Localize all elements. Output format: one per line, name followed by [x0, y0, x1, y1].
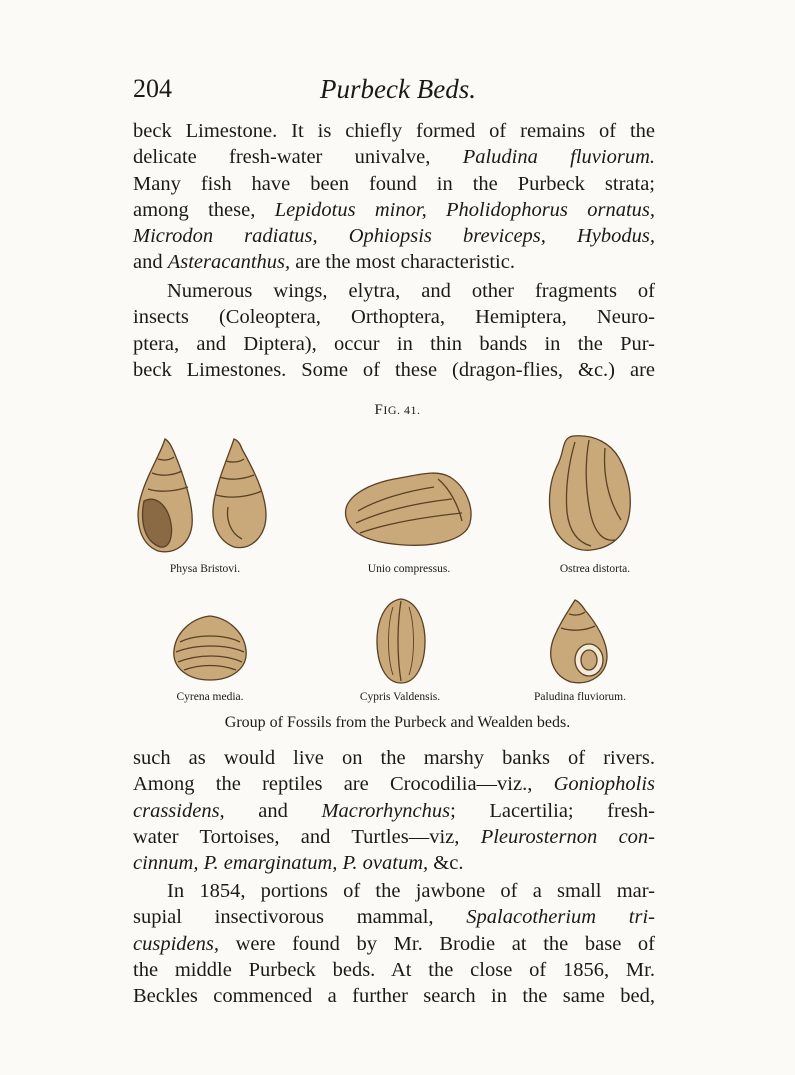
caption-cypris: Cypris Valdensis. [359, 691, 441, 703]
text-line: beck Limestones. Some of these (dragon-flies, &c.) are [133, 358, 655, 381]
paragraph-2 [133, 278, 655, 383]
text-line: ptera, and Diptera), occur in thin bands in the Pur- [133, 332, 655, 355]
caption-cyrena: Cyrena media. [176, 691, 244, 703]
page-header [133, 74, 663, 108]
text-line: crassidens, and Macrorhynchus; Lacertilia; fresh- [133, 799, 655, 822]
text-line: such as would live on the marshy banks of rivers. [133, 747, 655, 769]
page-number: 204 [133, 74, 172, 103]
text-line: cinnum, P. emarginatum, P. ovatum, &c. [133, 852, 464, 875]
text-line: water Tortoises, and Turtles—viz, Pleurosternon con- [133, 825, 655, 848]
text-line: insects (Coleoptera, Orthoptera, Hemiptera, Neuro- [133, 306, 655, 329]
paragraph-4 [133, 878, 655, 1009]
text-line: In 1854, portions of the jawbone of a small mar- [167, 880, 655, 902]
text-line: Among the reptiles are Crocodilia—viz., Goniopholis [133, 773, 655, 796]
paludina-shell-illustration [545, 596, 611, 686]
caption-ostrea: Ostrea distorta. [559, 563, 631, 575]
text-line: beck Limestone. It is chiefly formed of remains of the [133, 120, 655, 142]
paragraph-3 [133, 745, 655, 876]
text-line: Many fish have been found in the Purbeck strata; [133, 172, 655, 195]
figure-group-caption: Group of Fossils from the Purbeck and Wealden beds. [224, 714, 571, 731]
paragraph-1 [133, 118, 655, 276]
text-line: among these, Lepidotus minor, Pholidophorus ornatus, [133, 198, 655, 221]
caption-physa: Physa Bristovi. [169, 563, 241, 575]
text-line: Beckles commenced a further search in the same bed, [133, 985, 655, 1008]
caption-unio: Unio compressus. [367, 563, 451, 575]
caption-paludina: Paludina fluviorum. [534, 691, 626, 703]
ostrea-shell-illustration [545, 432, 635, 557]
physa-shell-illustration [130, 435, 280, 560]
text-line: the middle Purbeck beds. At the close of 1856, Mr. [133, 958, 655, 981]
cyrena-shell-illustration [170, 612, 250, 684]
text-line: and Asteracanthus, are the most characteristic. [133, 251, 515, 274]
cypris-shell-illustration [373, 595, 429, 687]
text-line: delicate fresh-water univalve, Paludina fluviorum. [133, 146, 655, 169]
text-line: supial insectivorous mammal, Spalacotherium tri- [133, 906, 656, 929]
text-line: cuspidens, were found by Mr. Brodie at the base of [133, 932, 655, 955]
unio-shell-illustration [338, 465, 478, 550]
text-line: Numerous wings, elytra, and other fragments of [167, 280, 655, 302]
figure-label: FIG. 41. [374, 402, 421, 418]
text-line: Microdon radiatus, Ophiopsis breviceps, Hybodus, [133, 225, 655, 248]
running-title: Purbeck Beds. [320, 74, 476, 104]
